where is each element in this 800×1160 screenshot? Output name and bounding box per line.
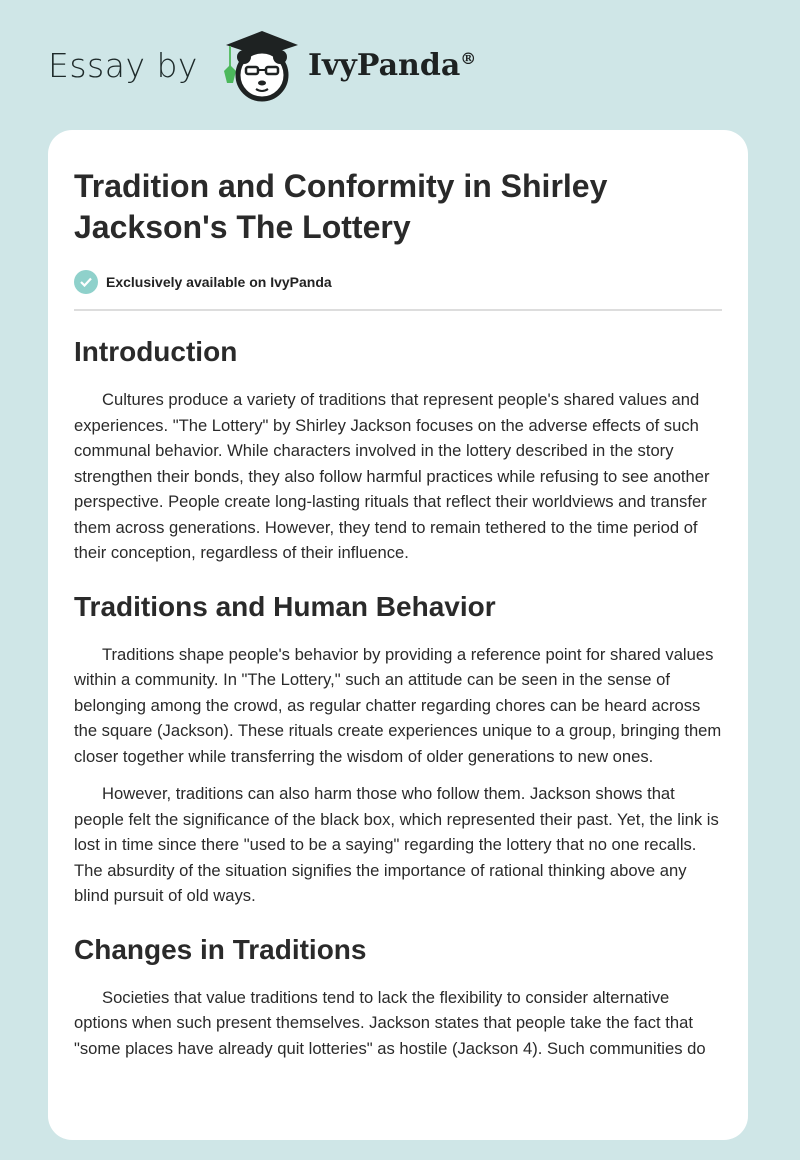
registered-mark: ® (460, 48, 477, 68)
exclusive-badge (74, 270, 722, 294)
paragraph: Societies that value traditions tend to lack the flexibility to consider alternative options when such present themselves. Jackson states that people take the fact that "some places have already quit lotteries" as hostile (Jackson 4). Such communities do (74, 987, 706, 1058)
paragraph: Traditions shape people's behavior by providing a reference point for shared values within a community. In "The Lottery," such an attitude can be seen in the sense of belonging among the crowd, as regular chatter regarding chores can be heard across the square (Jackson). These rituals create experiences unique to a group, bringing them closer together while transferring the wisdom of older generations to new ones. (74, 644, 722, 766)
site-header (48, 30, 476, 100)
section-heading: Changes in Traditions (74, 933, 367, 965)
essay-card (48, 130, 748, 1140)
badge-text: Exclusively available on IvyPanda (106, 274, 332, 290)
section-heading: Traditions and Human Behavior (74, 590, 496, 622)
paragraph: Cultures produce a variety of traditions that represent people's shared values and experiences. "The Lottery" by Shirley Jackson focuses on the adverse effects of such communal behavior. While characters involved in the lottery described in the story strengthen their bonds, they also follow harmful practices while refusing to see another perspective. People create long-lasting rituals that reflect their worldviews and transfer them across generations. However, they tend to remain tethered to the time period of their conception, regardless of their influence. (74, 390, 710, 562)
section-heading: Introduction (74, 336, 238, 367)
brand-name[interactable] (308, 48, 476, 83)
essay-by-label: Essay by (48, 45, 198, 85)
brand-text: IvyPanda (307, 47, 461, 83)
panda-logo-icon[interactable] (218, 27, 304, 103)
paragraph: However, traditions can also harm those who follow them. Jackson shows that people felt the significance of the black box, which represented their past. Yet, the link is lost in time since there "used to be a saying" regarding the lottery that no one recalls. The absurdity of the situation signifies the importance of rational thinking above any blind pursuit of old ways. (74, 784, 719, 905)
essay-title: Tradition and Conformity in Shirley Jackson's The Lottery (74, 168, 608, 245)
divider (74, 309, 722, 311)
check-icon (74, 270, 98, 294)
